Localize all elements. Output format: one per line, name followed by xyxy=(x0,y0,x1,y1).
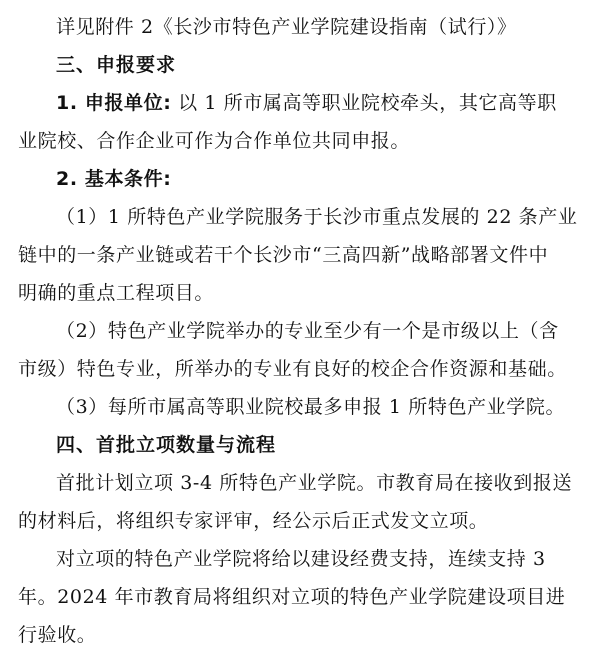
paragraph-2-continuation: 年。2024 年市教育局将组织对立项的特色产业学院建设项目进 xyxy=(18,586,566,608)
condition-2-line: （2）特色产业学院举办的专业至少有一个是市级以上（含 xyxy=(56,320,559,342)
paragraph-1-continuation: 的材料后，将组织专家评审，经公示后正式发文立项。 xyxy=(18,510,489,532)
condition-1-continuation: 链中的一条产业链或若干个长沙市“三高四新”战略部署文件中 xyxy=(18,244,549,266)
condition-1-end: 明确的重点工程项目。 xyxy=(18,282,215,304)
paragraph-2-line: 对立项的特色产业学院将给以建设经费支持，连续支持 3 xyxy=(56,548,546,570)
attachment-reference-line: 详见附件 2《长沙市特色产业学院建设指南（试行）》 xyxy=(56,16,517,38)
paragraph-1-line: 首批计划立项 3-4 所特色产业学院。市教育局在接收到报送 xyxy=(56,472,573,494)
item-1-text: 以 1 所市属高等职业院校牵头，其它高等职 xyxy=(178,92,557,114)
section-3-heading: 三、申报要求 xyxy=(56,54,177,76)
item-1-label: 1. 申报单位: xyxy=(56,92,172,114)
section-4-heading: 四、首批立项数量与流程 xyxy=(56,434,277,456)
paragraph-2-end: 行验收。 xyxy=(18,624,97,646)
item-1-continuation: 业院校、合作企业可作为合作单位共同申报。 xyxy=(18,130,411,152)
item-2-label: 2. 基本条件: xyxy=(56,168,172,190)
item-1-line xyxy=(18,84,586,122)
condition-1-line: （1）1 所特色产业学院服务于长沙市重点发展的 22 条产业 xyxy=(56,206,578,228)
condition-2-continuation: 市级）特色专业，所举办的专业有良好的校企合作资源和基础。 xyxy=(18,358,567,380)
condition-3-line: （3）每所市属高等职业院校最多申报 1 所特色产业学院。 xyxy=(56,396,566,418)
